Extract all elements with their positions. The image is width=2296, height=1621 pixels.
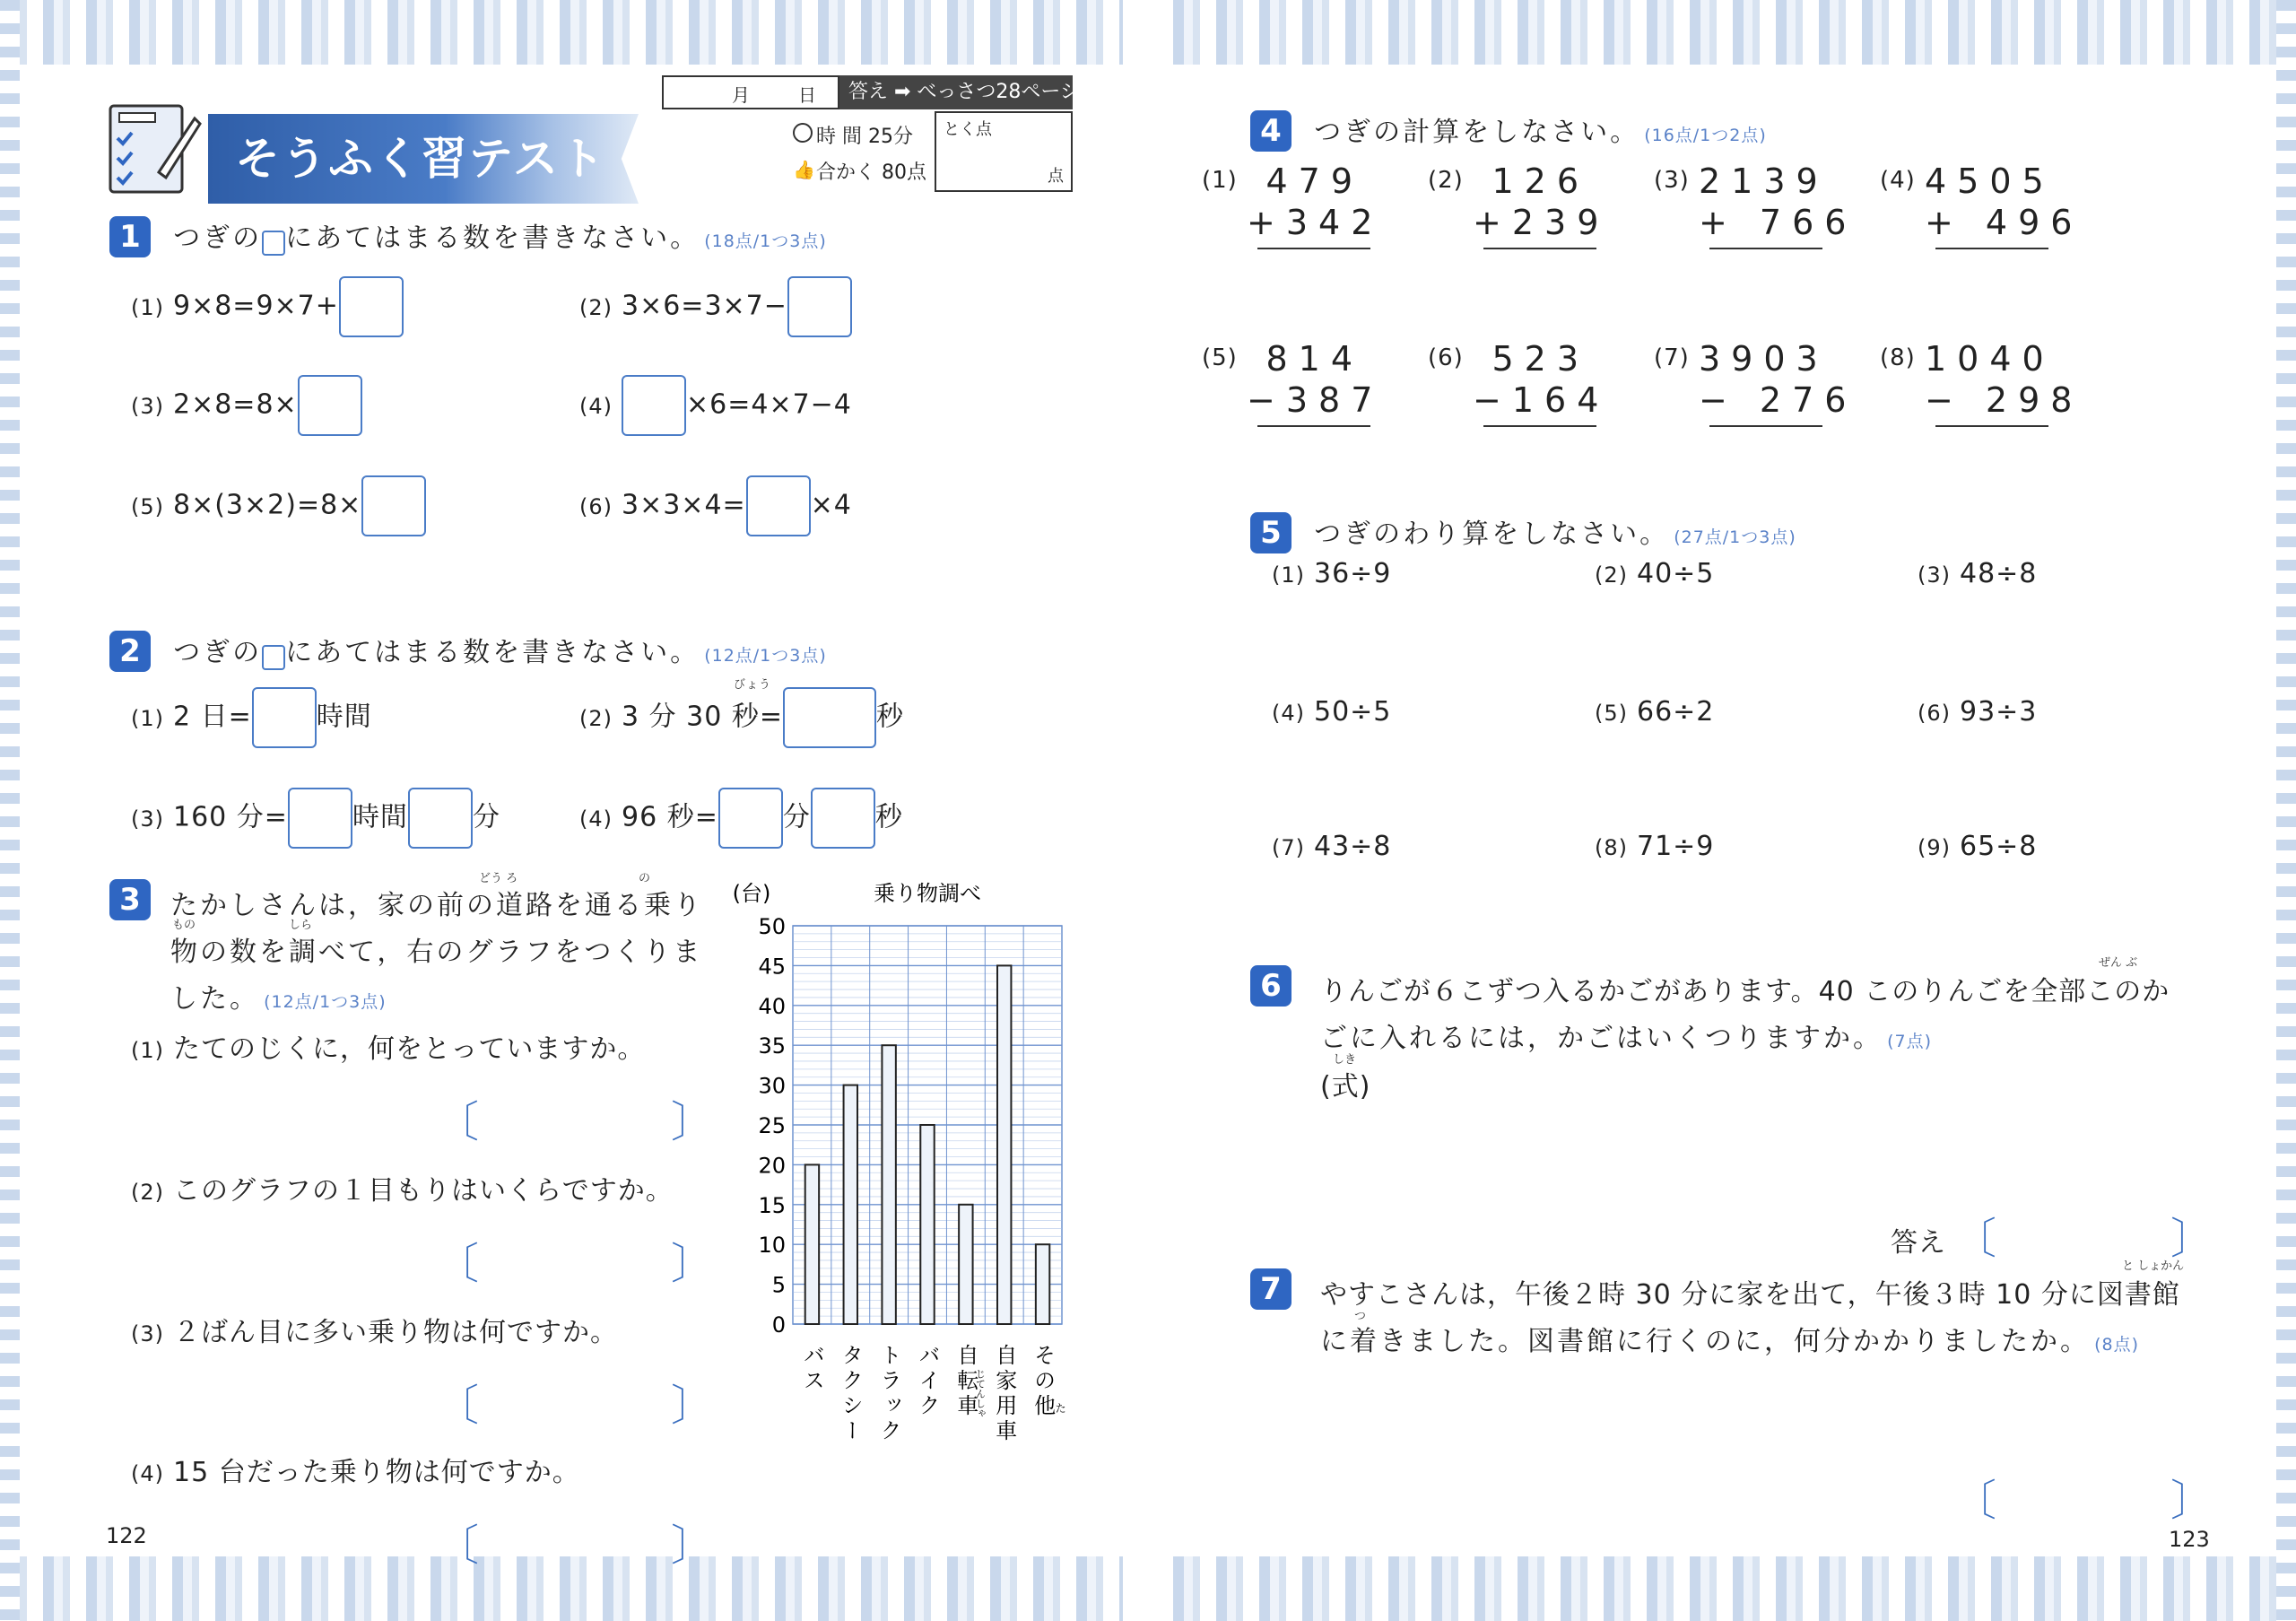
chart-furigana: た	[1055, 1402, 1066, 1415]
item-text: 3×6=3×7−	[622, 290, 787, 322]
score-box	[935, 111, 1073, 192]
question-text: つぎの計算をしなさい。	[1314, 117, 1640, 148]
question-number: 5	[1250, 512, 1292, 553]
furigana: と しょかん	[2122, 1259, 2185, 1273]
pass-score: 合かく 80点	[816, 161, 926, 184]
chart-category-label	[799, 1344, 824, 1390]
page-number-right: 123	[2169, 1527, 2210, 1552]
q3-sub-3	[131, 1310, 618, 1349]
item-unit: 時間	[316, 701, 372, 733]
chart-category-char: ー	[838, 1419, 864, 1441]
q2-item-1	[131, 687, 372, 748]
division-item	[1272, 831, 1391, 862]
bracket-left: 〔	[436, 1097, 480, 1147]
chart-bar-バス	[805, 1164, 819, 1324]
item-number: (3)	[131, 806, 164, 832]
calc-bottom-number: −387	[1247, 380, 1384, 420]
chart-ytick-label: 40	[758, 993, 786, 1019]
checklist-icon	[105, 100, 204, 199]
calc-item-number: (5)	[1202, 344, 1238, 371]
question-number: 7	[1250, 1268, 1292, 1310]
item-unit: 分	[782, 801, 811, 833]
calc-bottom-number: − 298	[1925, 380, 2083, 420]
question-7	[1250, 1268, 1292, 1310]
answer-box[interactable]	[746, 475, 811, 536]
calc-item-number: (6)	[1428, 344, 1464, 371]
item-number: (7)	[1272, 835, 1305, 860]
item-number: (6)	[1918, 701, 1951, 726]
furigana: しき	[1333, 1053, 1357, 1067]
q2-item-2	[579, 678, 905, 748]
chart-category-char: 家	[991, 1369, 1017, 1390]
chart-category-char: そ	[1030, 1344, 1056, 1365]
question-2	[109, 630, 827, 672]
answer-box[interactable]	[252, 687, 317, 748]
bracket-right: 〕	[2170, 1476, 2213, 1526]
item-text: 2 日=	[173, 701, 252, 733]
item-number: (3)	[1918, 562, 1951, 588]
division-item	[1595, 831, 1714, 862]
chart-bar-タクシー	[844, 1085, 857, 1324]
division-item	[1918, 831, 2037, 862]
item-unit: 分	[472, 801, 500, 833]
chart-ytick-label: 0	[771, 1312, 786, 1338]
chart-ytick-label: 10	[758, 1233, 786, 1259]
item-number: (1)	[1272, 562, 1305, 588]
q1-item-3	[131, 375, 362, 436]
calc-top-number: 1040	[1925, 339, 2055, 379]
chart-bar-バイク	[920, 1125, 934, 1324]
division-expression: 40÷5	[1637, 558, 1715, 589]
left-stripe-border	[0, 0, 20, 1621]
item-text: 2×8=8×	[173, 388, 298, 421]
bracket-left: 〔	[1953, 1476, 1997, 1526]
chart-ytick-label: 45	[758, 954, 786, 980]
item-number: (4)	[579, 393, 613, 419]
calc-top-number: 3903	[1699, 339, 1829, 379]
calc-item-number: (1)	[1202, 167, 1238, 194]
chart-category-char: 自	[991, 1344, 1017, 1365]
q3-sub-2	[131, 1168, 674, 1207]
answer-box[interactable]	[787, 276, 852, 337]
chart-category-char: タ	[838, 1344, 864, 1365]
item-number: (1)	[131, 705, 164, 731]
calc-bottom-number: − 276	[1699, 380, 1857, 420]
item-number: (3)	[131, 393, 164, 419]
calc-bottom-number: + 766	[1699, 203, 1857, 242]
chart-ytick-label: 50	[758, 914, 786, 939]
calc-top-number: 126	[1492, 161, 1589, 201]
calc-top-number: 814	[1265, 339, 1363, 379]
calc-bottom-number: + 496	[1925, 203, 2083, 242]
question-3	[109, 879, 151, 920]
calc-answer-line[interactable]	[1709, 425, 1822, 427]
time-limit: 時 間 25分	[816, 126, 913, 148]
item-text: 15 台だった乗り物は何ですか。	[173, 1457, 580, 1488]
chart-bar-トラック	[882, 1045, 895, 1324]
chart-ytick-label: 5	[771, 1272, 786, 1298]
chart-category-char: ラ	[876, 1369, 902, 1390]
chart-category-char: イ	[915, 1369, 940, 1390]
question-text: した。	[170, 983, 259, 1015]
answer-box[interactable]	[718, 788, 783, 849]
calc-item-number: (3)	[1654, 167, 1690, 194]
q7-text-line-1: やすこさんは，午後２時 30 分に家を出て，午後３時 10 分に図書館	[1320, 1279, 2180, 1311]
item-unit: 時間	[352, 801, 408, 833]
calc-bottom-number: −164	[1473, 380, 1610, 420]
bracket-right: 〕	[2170, 1214, 2213, 1264]
chart-category-char: バ	[799, 1344, 825, 1365]
item-number: (2)	[579, 705, 613, 731]
question-5	[1250, 511, 1796, 553]
chart-category-label	[876, 1344, 901, 1441]
bracket-right: 〕	[670, 1239, 714, 1289]
chart-ytick-label: 25	[758, 1113, 786, 1138]
chart-furigana: じてんしゃ	[974, 1369, 987, 1418]
q1-item-4	[579, 375, 852, 436]
q1-item-6	[579, 475, 852, 536]
item-number: (1)	[131, 294, 164, 320]
bracket-right: 〕	[670, 1521, 714, 1571]
answer-box[interactable]	[298, 375, 362, 436]
division-expression: 43÷8	[1314, 831, 1392, 862]
item-text: 160 分=	[173, 801, 288, 833]
question-text: にあてはまる数を書きなさい。	[285, 637, 700, 668]
date-day-label: 日	[798, 84, 816, 106]
answer-box[interactable]	[811, 788, 875, 849]
points: (7点)	[1887, 1032, 1933, 1051]
item-text: このグラフの１目もりはいくらですか。	[173, 1175, 674, 1207]
q3-text-line-1: たかしさんは，家の前の道路を通る乗り	[170, 890, 703, 921]
item-number: (2)	[579, 294, 613, 320]
division-expression: 93÷3	[1960, 696, 2038, 728]
item-text: 8×(3×2)=8×	[173, 489, 362, 521]
item-text: 9×8=9×7+	[173, 290, 339, 322]
points: (8点)	[2094, 1335, 2140, 1355]
calc-answer-line[interactable]	[1709, 248, 1822, 249]
calc-top-number: 523	[1492, 339, 1589, 379]
clock-icon	[793, 123, 813, 143]
calc-bottom-number: +239	[1473, 203, 1610, 242]
item-text: たてのじくに，何をとっていますか。	[173, 1033, 646, 1065]
question-number: 2	[109, 631, 151, 672]
chart-ytick-label: 20	[758, 1153, 786, 1179]
question-text: に着きました。図書館に行くのに，何分かかりましたか。	[1320, 1326, 2090, 1357]
chart-category-char: シ	[838, 1394, 864, 1416]
answer-box[interactable]	[361, 475, 426, 536]
bracket-left: 〔	[436, 1381, 480, 1431]
q2-item-4	[579, 788, 903, 849]
q6-answer-label: 答え	[1891, 1227, 1946, 1259]
q1-item-5	[131, 475, 426, 536]
chart-title: 乗り物調べ	[874, 881, 981, 906]
item-number: (4)	[1272, 701, 1305, 726]
answer-box[interactable]	[408, 788, 473, 849]
item-text: ×6=4×7−4	[686, 388, 852, 421]
right-page	[1166, 65, 2276, 1556]
calc-top-number: 4505	[1925, 161, 2055, 201]
chart-category-char: 自	[952, 1344, 978, 1365]
thumbs-up-icon: 👍	[793, 159, 815, 180]
item-number: (4)	[579, 806, 613, 832]
chart-category-label	[992, 1344, 1017, 1441]
chart-category-char: ク	[838, 1369, 864, 1390]
question-number: 4	[1250, 110, 1292, 152]
chart-category-label	[915, 1344, 940, 1416]
division-expression: 71÷9	[1637, 831, 1715, 862]
chart-ylabel: (台)	[732, 881, 771, 906]
page-title: そうふく習テスト ①	[235, 133, 664, 185]
calc-top-number: 479	[1265, 161, 1363, 201]
item-text: ２ばん目に多い乗り物は何ですか。	[173, 1317, 618, 1348]
chart-category-char: 車	[952, 1394, 978, 1416]
calc-answer-line[interactable]	[1483, 425, 1596, 427]
item-unit: 秒	[876, 701, 905, 733]
vehicle-bar-chart	[719, 870, 1096, 1453]
time-info	[791, 114, 935, 189]
chart-ytick-label: 15	[758, 1192, 786, 1218]
calc-top-number: 2139	[1699, 161, 1829, 201]
answer-box[interactable]	[339, 276, 404, 337]
division-item	[1595, 696, 1714, 728]
item-unit: 秒	[874, 801, 903, 833]
page-gutter	[1123, 0, 1166, 1621]
item-number: (9)	[1918, 835, 1951, 860]
chart-bar-自家用車	[997, 965, 1011, 1324]
q2-item-3	[131, 788, 500, 849]
division-expression: 65÷8	[1960, 831, 2038, 862]
item-number: (2)	[1595, 562, 1628, 588]
chart-category-label	[838, 1344, 863, 1441]
chart-category-char: ト	[876, 1344, 902, 1365]
calc-answer-line[interactable]	[1483, 248, 1596, 249]
score-unit: 点	[1048, 167, 1064, 186]
item-number: (3)	[131, 1321, 164, 1346]
chart-category-char: 車	[991, 1419, 1017, 1441]
question-number: 3	[109, 879, 151, 920]
answer-box[interactable]	[783, 687, 876, 748]
points: (12点/1つ3点)	[704, 646, 827, 666]
q6-text-line-2	[1320, 1015, 1932, 1055]
q3-text-line-3	[170, 976, 387, 1015]
bracket-left: 〔	[1953, 1214, 1997, 1264]
chart-svg	[719, 870, 1096, 1453]
date-box	[662, 75, 839, 109]
chart-category-char: の	[1030, 1369, 1056, 1390]
item-number: (4)	[131, 1461, 164, 1486]
furigana: もの	[172, 919, 196, 932]
q3-sub-1	[131, 1026, 645, 1066]
answer-reference: 答え ➡ べっさつ28ページ	[839, 75, 1073, 109]
item-text: ×4	[810, 489, 852, 521]
chart-category-char: ッ	[876, 1394, 902, 1416]
furigana: どう ろ	[479, 872, 518, 885]
page-number-left: 122	[106, 1523, 147, 1548]
bracket-left: 〔	[436, 1521, 480, 1571]
score-label: とく点	[944, 120, 992, 139]
bracket-right: 〕	[670, 1097, 714, 1147]
item-number: (5)	[131, 493, 164, 519]
question-4	[1250, 109, 1767, 152]
chart-bar-その他	[1036, 1244, 1049, 1324]
division-item	[1918, 696, 2037, 728]
chart-category-label	[1031, 1344, 1056, 1416]
division-expression: 66÷2	[1637, 696, 1715, 728]
points: (12点/1つ3点)	[264, 992, 387, 1012]
item-text: 96 秒=	[622, 801, 718, 833]
blank-box-icon	[262, 645, 285, 670]
question-6	[1250, 965, 1292, 1007]
division-expression: 48÷8	[1960, 558, 2038, 589]
chart-ytick-label: 30	[758, 1073, 786, 1099]
chart-category-char: ス	[799, 1369, 825, 1390]
division-item	[1272, 558, 1391, 589]
question-text: ごに入れるには，かごはいくつりますか。	[1320, 1023, 1883, 1054]
item-number: (8)	[1595, 835, 1628, 860]
item-number: (1)	[131, 1038, 164, 1063]
division-item	[1918, 558, 2037, 589]
item-number: (2)	[131, 1180, 164, 1205]
chart-category-char: ク	[876, 1419, 902, 1441]
chart-category-char: 他	[1030, 1394, 1056, 1416]
calc-bottom-number: +342	[1247, 203, 1384, 242]
question-text: つぎの	[173, 222, 263, 254]
calc-item-number: (8)	[1880, 344, 1916, 371]
calc-answer-line[interactable]	[1257, 425, 1370, 427]
calc-answer-line[interactable]	[1935, 425, 2048, 427]
calc-answer-line[interactable]	[1935, 248, 2048, 249]
q3-sub-4	[131, 1450, 580, 1489]
division-item	[1595, 558, 1714, 589]
question-number: 6	[1250, 965, 1292, 1007]
q7-text-line-2	[1320, 1319, 2139, 1358]
bracket-right: 〕	[670, 1381, 714, 1431]
calc-item-number: (7)	[1654, 344, 1690, 371]
item-text: 3 分 30 秒=	[622, 701, 784, 733]
chart-category-char: 転	[952, 1369, 978, 1390]
chart-category-char: 用	[991, 1394, 1017, 1416]
question-number: 1	[109, 216, 151, 257]
chart-bar-自転車	[959, 1205, 972, 1324]
calc-answer-line[interactable]	[1257, 248, 1370, 249]
furigana: びょう	[734, 678, 772, 692]
points: (16点/1つ2点)	[1644, 126, 1767, 145]
q3-text-line-2: 物の数を調べて，右のグラフをつくりま	[170, 937, 703, 968]
answer-box[interactable]	[288, 788, 352, 849]
item-text: 3×3×4=	[622, 489, 746, 521]
points: (27点/1つ3点)	[1674, 527, 1796, 547]
division-expression: 36÷9	[1314, 558, 1392, 589]
q6-formula-label: (式)	[1320, 1071, 1371, 1102]
item-number: (6)	[579, 493, 613, 519]
q1-item-1	[131, 276, 404, 337]
q1-item-2	[579, 276, 852, 337]
furigana: ぜん ぶ	[2099, 956, 2138, 970]
item-number: (5)	[1595, 701, 1628, 726]
right-stripe-border	[2276, 0, 2296, 1621]
question-text: つぎのわり算をしなさい。	[1314, 519, 1670, 550]
furigana: しら	[289, 919, 313, 932]
answer-box[interactable]	[622, 375, 686, 436]
division-expression: 50÷5	[1314, 696, 1392, 728]
question-text: つぎの	[173, 637, 263, 668]
division-item	[1272, 696, 1391, 728]
chart-category-char: バ	[915, 1344, 940, 1365]
bracket-left: 〔	[436, 1239, 480, 1289]
q6-text-line-1: りんごが６こずつ入るかごがあります。40 このりんごを全部このか	[1320, 976, 2170, 1007]
left-page	[20, 65, 1123, 1571]
calc-item-number: (4)	[1880, 167, 1916, 194]
furigana: の	[639, 872, 651, 885]
date-month-label: 月	[732, 84, 750, 106]
blank-box-icon	[262, 231, 285, 256]
points: (18点/1つ3点)	[704, 231, 827, 251]
question-text: にあてはまる数を書きなさい。	[285, 222, 700, 254]
calc-item-number: (2)	[1428, 167, 1464, 194]
furigana: つ	[1354, 1310, 1367, 1323]
question-1	[109, 215, 827, 257]
chart-ytick-label: 35	[758, 1033, 786, 1059]
chart-category-char: ク	[915, 1394, 940, 1416]
